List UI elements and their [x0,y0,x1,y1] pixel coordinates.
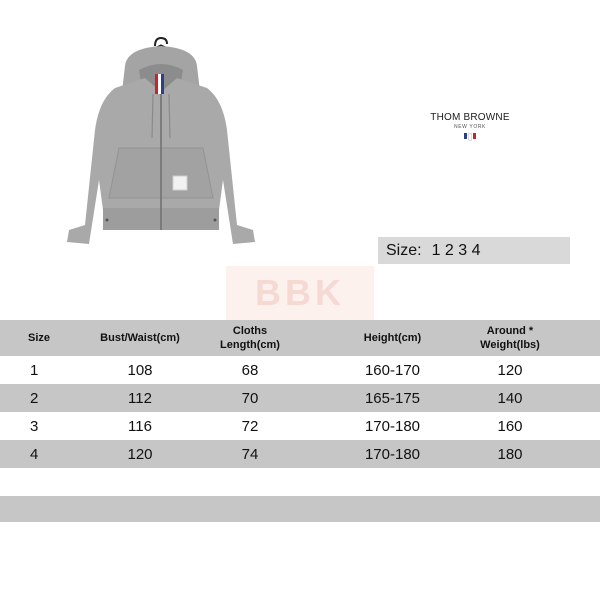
size-values: 1 2 3 4 [431,242,481,259]
cell-weight: 160 [497,417,523,435]
cell-size: 3 [30,417,39,435]
header-cloths-length: Cloths Length(cm) [220,325,280,351]
header-bust-waist: Bust/Waist(cm) [100,332,180,344]
flag-stripe-white [468,133,473,141]
size-chart-table [0,320,600,468]
table-row [0,440,600,468]
flag-stripe-blue [464,133,467,139]
flag-stripe-red [473,133,476,139]
cell-length: 68 [241,361,259,379]
watermark: BBK [226,266,374,320]
cell-height: 165-175 [364,389,421,407]
header-size: Size [27,332,50,344]
table-row [0,384,600,412]
cell-height: 170-180 [364,445,421,463]
brand-subtitle: NEW YORK [454,124,486,130]
cell-weight: 140 [497,389,523,407]
cell-weight: 180 [497,445,523,463]
footer-band [0,496,600,522]
cell-bust-waist: 120 [127,445,153,463]
cell-length: 72 [241,417,259,435]
table-row [0,356,600,384]
brand-logo [420,112,520,141]
brand-name: THOM BROWNE [430,112,510,123]
cell-bust-waist: 116 [128,417,152,435]
cell-weight: 120 [497,361,523,379]
table-row [0,412,600,440]
size-options-bar [378,237,570,264]
tricolor-flag-icon [420,133,520,141]
cell-length: 70 [241,389,259,407]
header-weight: Around * Weight(lbs) [480,325,540,351]
cell-bust-waist: 108 [127,361,153,379]
cell-size: 4 [30,445,39,463]
cell-size: 1 [30,361,39,379]
cell-height: 170-180 [364,417,421,435]
header-height: Height(cm) [363,332,422,344]
size-label: Size: [386,242,422,259]
cell-bust-waist: 112 [128,389,152,407]
cell-length: 74 [241,445,259,463]
cell-size: 2 [30,389,39,407]
product-hoodie-image [55,30,270,255]
cell-height: 160-170 [364,361,421,379]
table-header-row [0,320,600,356]
